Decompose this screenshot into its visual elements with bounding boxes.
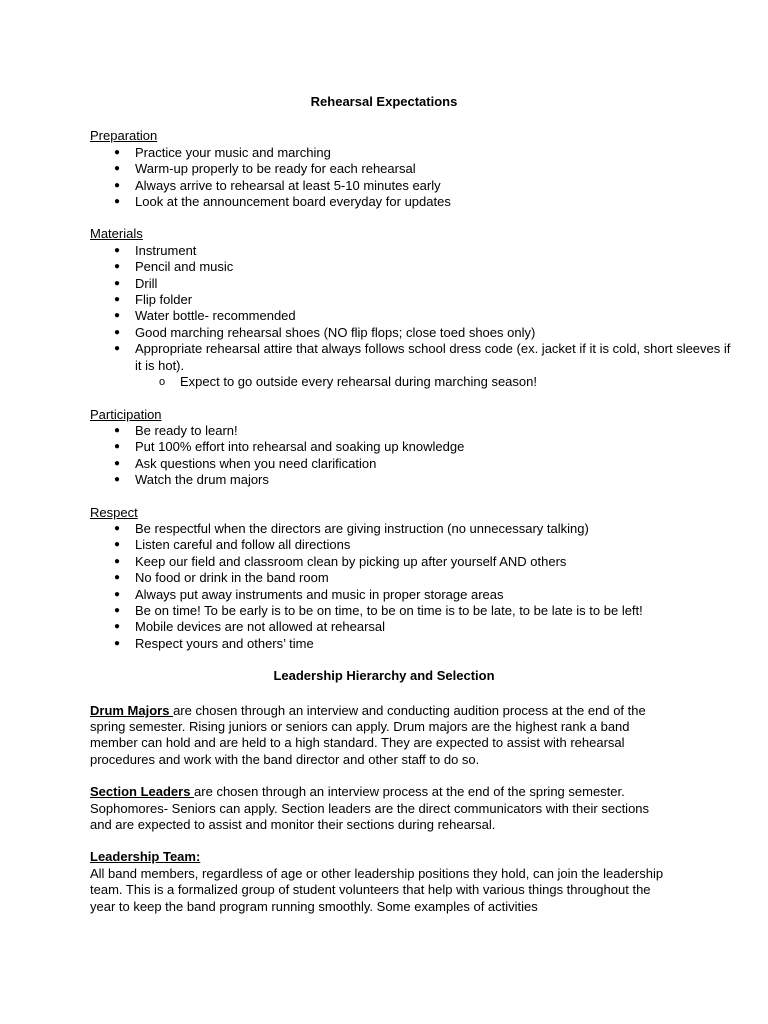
list-item	[90, 456, 731, 472]
bullet-icon: ●	[114, 588, 121, 600]
bullet-list	[90, 243, 768, 391]
bullet-icon: ●	[114, 555, 121, 567]
bullet-icon: ●	[114, 196, 121, 208]
list-item	[90, 587, 731, 603]
list-item-text: Watch the drum majors	[135, 472, 269, 488]
list-item-text: Appropriate rehearsal attire that always follows school dress code (ex. jacket if it is cold, short sleeves if it is hot).	[135, 341, 731, 373]
bullet-icon: ●	[114, 572, 121, 584]
list-item-text: No food or drink in the band room	[135, 570, 329, 586]
list-item	[90, 243, 731, 259]
bullet-list	[90, 145, 768, 211]
bullet-icon: ●	[114, 539, 121, 551]
bullet-icon: ●	[114, 294, 121, 306]
bullet-icon: ●	[114, 310, 121, 322]
list-item-text: Be ready to learn!	[135, 422, 238, 438]
list-item-text: Always put away instruments and music in proper storage areas	[135, 586, 504, 602]
list-item-text: Mobile devices are not allowed at rehearsal	[135, 619, 386, 635]
list-item-text: Be on time! To be early is to be on time, to be on time is to be late, to be late is to be left!	[135, 602, 643, 618]
list-item	[90, 308, 731, 324]
list-item	[90, 325, 731, 341]
list-item	[90, 603, 731, 619]
hollow-bullet-icon: o	[159, 376, 166, 389]
list-item	[90, 161, 731, 177]
list-item	[90, 619, 731, 635]
list-item	[90, 194, 731, 210]
section-materials	[90, 226, 768, 390]
paragraph-text: are chosen through an interview and conducting audition process at the end of the spring semester. Rising juniors or seniors can apply. Drum majors are the highest rank a band member can hold and are held to a high standard. They are expected to assist with rehearsal procedures and work with the band director and other staff to do so.	[90, 702, 646, 767]
list-item-text: Instrument	[135, 242, 197, 258]
leadership-heading: Leadership Hierarchy and Selection	[273, 668, 495, 684]
paragraph-lead: Drum Majors	[90, 702, 174, 718]
list-item	[90, 276, 731, 292]
section-participation	[90, 407, 768, 489]
bullet-icon: ●	[114, 621, 121, 633]
list-item-text: Keep our field and classroom clean by picking up after yourself AND others	[135, 553, 567, 569]
page-title: Rehearsal Expectations	[310, 94, 458, 109]
section-respect	[90, 505, 768, 653]
section-preparation	[90, 128, 768, 210]
list-item	[90, 521, 731, 537]
list-item-text: Listen careful and follow all directions	[135, 537, 351, 553]
list-item-text: Respect yours and others’ time	[135, 635, 314, 651]
list-item	[90, 554, 731, 570]
list-item	[90, 636, 731, 652]
bullet-list	[90, 521, 768, 652]
list-item-text: Be respectful when the directors are giving instruction (no unnecessary talking)	[135, 520, 589, 536]
leadership-paragraph	[90, 849, 670, 915]
bullet-icon: ●	[114, 457, 121, 469]
bullet-icon: ●	[114, 179, 121, 191]
bullet-icon: ●	[114, 326, 121, 338]
list-item-text: Practice your music and marching	[135, 144, 331, 160]
bullet-icon: ●	[114, 277, 121, 289]
list-item-text: Drill	[135, 275, 158, 291]
bullet-icon: ●	[114, 163, 121, 175]
bullet-icon: ●	[114, 441, 121, 453]
bullet-icon: ●	[114, 424, 121, 436]
sub-list-item	[90, 374, 731, 390]
bullet-icon: ●	[114, 146, 121, 158]
bullet-list	[90, 423, 768, 489]
sub-list-item-text: Expect to go outside every rehearsal during marching season!	[180, 374, 537, 390]
paragraph-lead: Leadership Team:	[90, 849, 201, 865]
bullet-icon: ●	[114, 474, 121, 486]
section-heading: Preparation	[90, 128, 158, 144]
list-item	[90, 537, 731, 553]
list-item-text: Pencil and music	[135, 259, 234, 275]
list-item	[90, 259, 731, 275]
bullet-icon: ●	[114, 637, 121, 649]
list-item-text: Look at the announcement board everyday for updates	[135, 194, 451, 210]
list-item	[90, 423, 731, 439]
paragraph-text: All band members, regardless of age or other leadership positions they hold, can join the leadership team. This is a formalized group of student volunteers that help with various things throughout the year to keep the band program running smoothly. Some examples of activities	[90, 865, 664, 914]
paragraph-lead: Section Leaders	[90, 784, 195, 800]
list-item	[90, 570, 731, 586]
list-item	[90, 178, 731, 194]
list-item	[90, 292, 731, 308]
sub-bullet-list	[135, 374, 731, 390]
bullet-icon: ●	[114, 522, 121, 534]
leadership-paragraph	[90, 703, 670, 769]
bullet-icon: ●	[114, 604, 121, 616]
section-heading: Participation	[90, 406, 162, 422]
list-item-text: Good marching rehearsal shoes (NO flip flops; close toed shoes only)	[135, 324, 536, 340]
list-item-text: Warm-up properly to be ready for each rehearsal	[135, 161, 416, 177]
expectations-sections	[90, 128, 768, 652]
list-item-text: Put 100% effort into rehearsal and soaking up knowledge	[135, 439, 465, 455]
bullet-icon: ●	[114, 244, 121, 256]
bullet-icon: ●	[114, 343, 121, 355]
section-heading: Respect	[90, 504, 138, 520]
list-item	[90, 145, 731, 161]
bullet-icon: ●	[114, 261, 121, 273]
paragraph-text: are chosen through an interview process at the end of the spring semester. Sophomores- Seniors can apply. Section leaders are the direct communicators with their sections and are expected to assist and monitor their sections during rehearsal.	[90, 784, 650, 833]
list-item-text: Ask questions when you need clarification	[135, 455, 377, 471]
list-item-text: Water bottle- recommended	[135, 308, 296, 324]
leadership-paragraph	[90, 784, 670, 833]
section-heading: Materials	[90, 226, 143, 242]
leadership-paragraphs	[90, 703, 768, 915]
list-item-text: Flip folder	[135, 292, 193, 308]
list-item	[90, 341, 731, 390]
list-item	[90, 472, 731, 488]
list-item	[90, 439, 731, 455]
list-item-text: Always arrive to rehearsal at least 5-10 minutes early	[135, 177, 441, 193]
